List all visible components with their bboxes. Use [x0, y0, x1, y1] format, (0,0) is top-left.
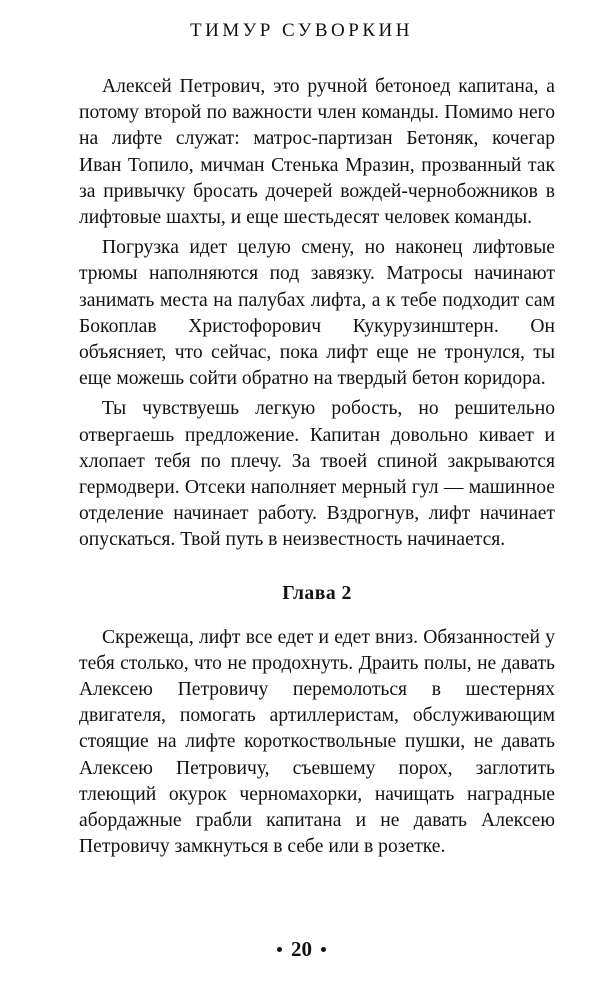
text-block [79, 74, 555, 860]
paragraph-duties: Скрежеща, лифт все едет и едет вниз. Обязанностей у тебя столько, что не продохнуть. Драить полы, не давать Алексею Петровичу перемолоться в шестернях двигателя, помогать артиллеристам, обслуживающим стоящие на лифте короткоствольные пушки, не давать Алексею Петровичу, съевшему порох, заглотить тлеющий окурок черномахорки, начищать наградные абордажные грабли капитана и не давать Алексею Петровичу замкнуться в себе или в розетке. [79, 626, 555, 858]
paragraph-crew: Алексей Петрович, это ручной бетоноед капитана, а потому второй по важности член команды. Помимо него на лифте служат: матрос-партизан Бетоняк, кочегар Иван Топило, мичман Стенька Мразин, прозванный так за привычку бросать дочерей вождей-чернобожников в лифтовые шахты, и еще шестьдесят человек команды. [79, 76, 555, 229]
page-number-footer [0, 934, 603, 964]
page-number: 20 [291, 937, 312, 961]
paragraph-departure: Ты чувствуешь легкую робость, но решительно отвергаешь предложение. Капитан довольно кивает и хлопает тебя по плечу. За твоей спиной закрываются гермодвери. Отсеки наполняет мерный гул — машинное отделение начинает работу. Вздрогнув, лифт начинает опускаться. Твой путь в неизвестность начинается. [79, 398, 555, 551]
running-head-author: ТИМУР СУВОРКИН [190, 20, 413, 41]
paragraph-loading: Погрузка идет целую смену, но наконец лифтовые трюмы наполняются под завязку. Матросы начинают занимать места на палубах лифта, а к тебе подходит сам Бокоплав Христофорович Кукурузинштерн. Он объясняет, что сейчас, пока лифт еще не тронулся, ты еще можешь сойти обратно на твердый бетон коридора. [79, 237, 555, 390]
bullet-right-icon [321, 947, 326, 952]
bullet-left-icon [277, 947, 282, 952]
chapter-heading: Глава 2 [282, 582, 352, 604]
